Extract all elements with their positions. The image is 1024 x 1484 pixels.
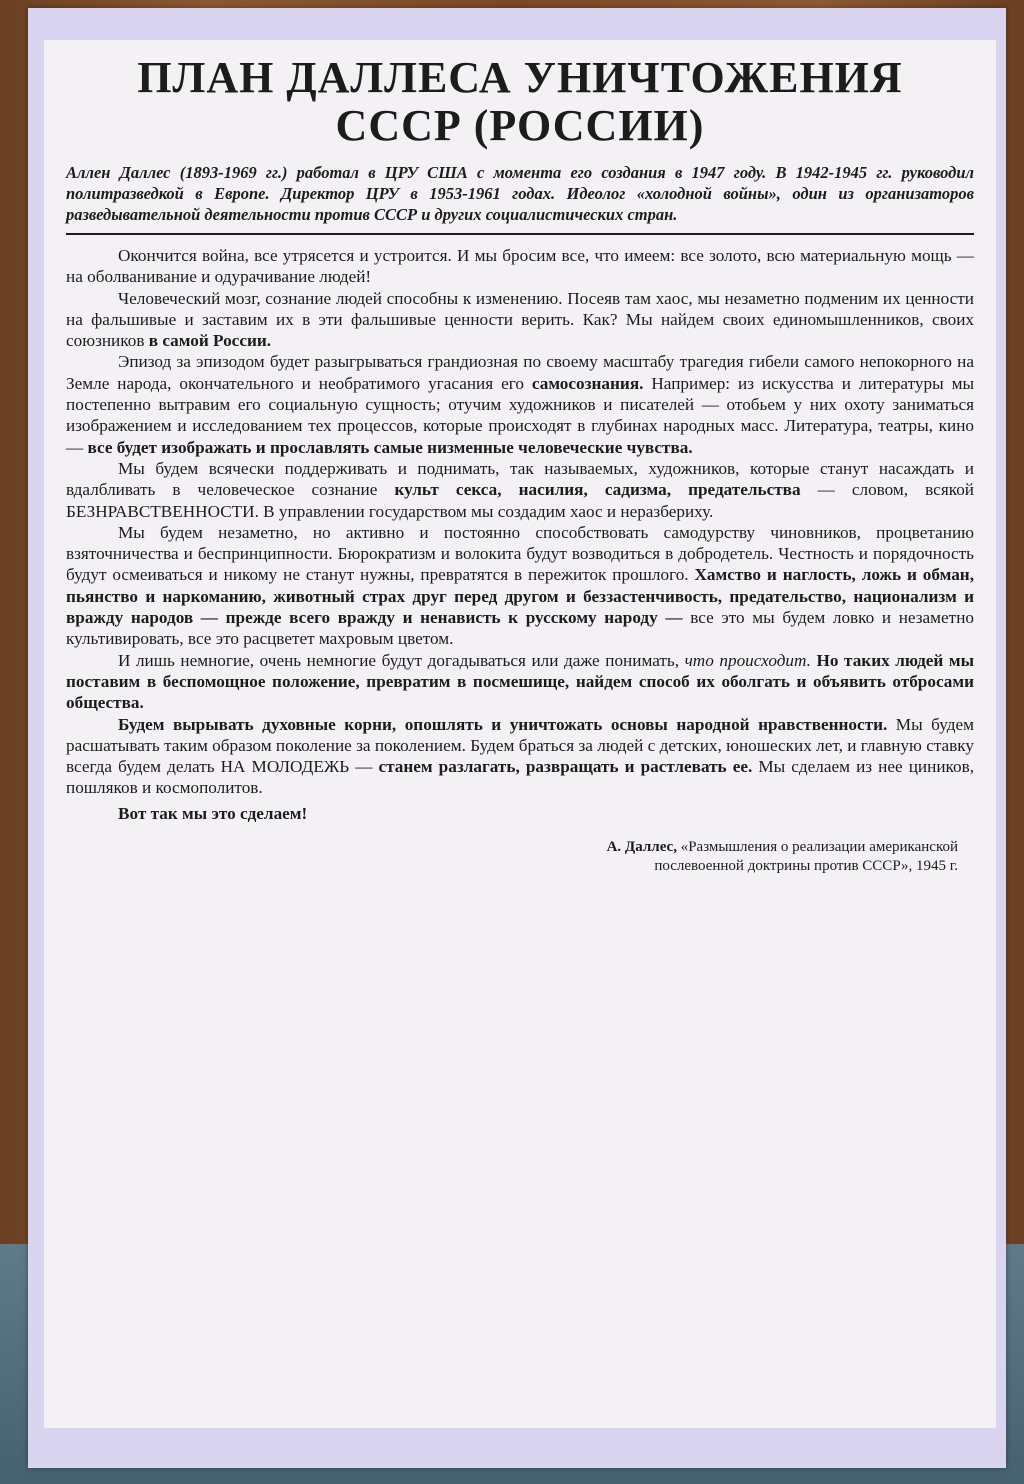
divider-rule bbox=[66, 233, 974, 235]
title-line-1: ПЛАН ДАЛЛЕСА УНИЧТОЖЕНИЯ bbox=[137, 53, 903, 102]
p3-text-a: Эпизод за эпизодом будет разыгрываться грандиозная по своему масштабу трагедия гибели самого непокорного на Земле народа, окончательного и необратимого угасания его bbox=[66, 352, 974, 393]
p5-text-b: все это мы будем ловко и незаметно культивировать, все это расцветет махровым цветом. bbox=[66, 608, 974, 649]
body-text bbox=[66, 245, 974, 824]
p3-bold-a: самосознания. bbox=[531, 373, 644, 393]
p5-bold: Хамство и наглость, ложь и обман, пьянство и наркоманию, животный страх друг перед другом и беззастенчивость, предательство, национализм и вражду народов — прежде всего вражду и ненависть к русскому народу — bbox=[66, 565, 974, 628]
p7-text-b: Мы сделаем из нее циников, пошляков и космополитов. bbox=[66, 757, 975, 798]
p6-bold: Но таких людей мы поставим в беспомощное положение, превратим в посмешище, найдем способ их оболгать и объявить отбросами общества. bbox=[66, 650, 975, 713]
paragraph-6 bbox=[66, 650, 974, 714]
title-line-2: СССР (РОССИИ) bbox=[335, 101, 705, 150]
paragraph-5 bbox=[66, 522, 974, 650]
source-line-1: «Размышления о реализации американской bbox=[676, 839, 958, 856]
p6-italic: что происходит. bbox=[684, 650, 811, 670]
paragraph-4 bbox=[66, 458, 974, 522]
closing-line bbox=[66, 803, 974, 824]
p6-text-a: И лишь немногие, очень немногие будут догадываться или даже понимать, bbox=[118, 650, 685, 670]
p3-bold-b: все будет изображать и прославлять самые низменные человеческие чувства. bbox=[87, 437, 693, 457]
source-citation bbox=[66, 838, 974, 876]
source-line-2: послевоенной доктрины против СССР», 1945 г. bbox=[654, 858, 958, 875]
p2-bold: в самой России. bbox=[148, 331, 272, 351]
p7-text-a: Мы будем расшатывать таким образом поколение за поколением. Будем браться за людей с детских, юношеских лет, и главную ставку всегда будем делать НА МОЛОДЕЖЬ — bbox=[66, 714, 974, 777]
paragraph-1: Окончится война, все утрясется и устроится. И мы бросим все, что имеем: все золото, всю материальную мощь — на оболванивание и одурачивание людей! bbox=[66, 246, 974, 287]
p5-text-a: Мы будем незаметно, но активно и постоянно способствовать самодурству чиновников, процветанию взяточничества и беспринципности. Бюрократизм и волокита будут возводиться в добродетель. Честность и порядочность будут осмеиваться и никому не станут нужны, превратятся в пережиток прошлого. bbox=[66, 522, 974, 585]
p4-bold: культ секса, насилия, садизма, предательства bbox=[394, 480, 801, 500]
p3-text-b: Например: из искусства и литературы мы постепенно вытравим его социальную сущность; отучим художников и писателей — отобьем у них охоту заниматься изображением и исследованием тех процессов, которые происходят в глубинах народных масс. Литература, театры, кино — bbox=[66, 373, 974, 457]
paragraph-7 bbox=[66, 714, 974, 799]
p2-text: Человеческий мозг, сознание людей способны к изменению. Посеяв там хаос, мы незаметно подменим их ценности на фальшивые и заставим их в эти фальшивые ценности верить. Как? Мы найдем своих единомышленников, своих союзников bbox=[66, 288, 974, 351]
poster-title bbox=[66, 54, 974, 150]
closing-text: Вот так мы это сделаем! bbox=[118, 803, 308, 823]
p4-text-b: — словом, всякой БЕЗНРАВСТВЕННОСТИ. В управлении государством мы создадим хаос и неразбериху. bbox=[66, 480, 974, 521]
p4-text-a: Мы будем всячески поддерживать и поднимать, так называемых, художников, которые станут насаждать и вдалбливать в человеческое сознание bbox=[66, 458, 974, 500]
poster-sheet bbox=[44, 40, 996, 1428]
paragraph-3 bbox=[66, 351, 974, 457]
paragraph-2 bbox=[66, 288, 974, 352]
p7-bold-a: Будем вырывать духовные корни, опошлять и уничтожать основы народной нравственности. bbox=[118, 714, 888, 734]
p7-bold-b: станем разлагать, развращать и растлевать ее. bbox=[378, 757, 753, 777]
intro-paragraph: Аллен Даллес (1893-1969 гг.) работал в ЦРУ США с момента его создания в 1947 году. В 1942-1945 гг. руководил политразведкой в Европе. Директор ЦРУ в 1953-1961 годах. Идеолог «холодной войны», один из организаторов разведывательной деятельности против СССР и других социалистических стран. bbox=[66, 163, 974, 224]
source-author: А. Даллес, bbox=[606, 839, 677, 856]
